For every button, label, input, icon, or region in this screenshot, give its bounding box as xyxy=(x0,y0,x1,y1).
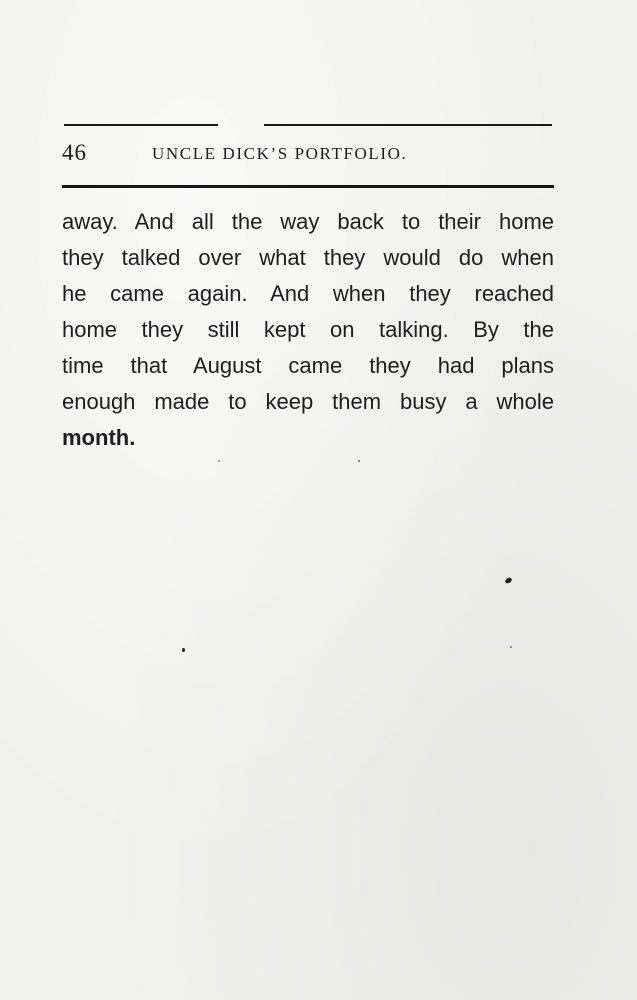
text-line: they talked over what they would do when xyxy=(62,245,554,270)
top-rule-left xyxy=(64,124,218,126)
text-line: time that August came they had plans xyxy=(62,353,554,378)
paper-speck xyxy=(182,648,185,652)
paper-speck xyxy=(218,460,220,462)
text-line: home they still kept on talking. By the xyxy=(62,317,554,342)
running-head xyxy=(62,140,554,172)
body-text xyxy=(62,204,554,456)
page-number: 46 xyxy=(62,140,87,165)
book-title: UNCLE DICK’S PORTFOLIO. xyxy=(152,144,408,163)
text-line: he came again. And when they reached xyxy=(62,281,554,306)
paper-speck xyxy=(504,577,513,585)
top-rule-right xyxy=(264,124,552,126)
header-rule xyxy=(62,185,554,188)
paper-speck xyxy=(510,646,512,648)
paper-speck xyxy=(358,460,360,462)
text-line: enough made to keep them busy a whole xyxy=(62,389,554,414)
text-line: away. And all the way back to their home xyxy=(62,209,554,234)
text-line-last: month. xyxy=(62,425,136,450)
